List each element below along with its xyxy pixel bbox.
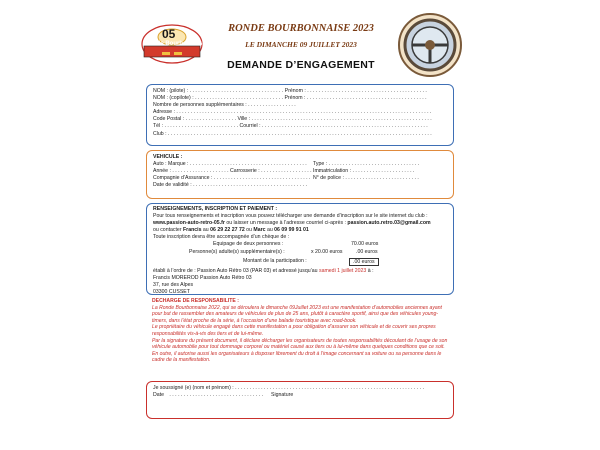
- date-signature-row: [153, 392, 447, 399]
- cheque-line: Toute inscription devra être accompagnée d’un chèque de :: [153, 234, 290, 241]
- club-email-link[interactable]: passion.auto.retro.03@gmail.com: [347, 220, 431, 227]
- engagement-form-page: [140, 8, 460, 446]
- extra-person-row: [153, 249, 447, 256]
- payee-line: [153, 268, 447, 275]
- equipage-amount: 70.00 euros: [351, 241, 379, 248]
- pilot-name-field[interactable]: NOM : (pilote) : . . . . . . . . . . . . . . . . . . . . . . . . . . . . . . . . . Prénom : . . . . . . . . . . . . . . . . . . . . . . . . . . . . . . . . . . . . . . . . . .: [153, 88, 427, 94]
- phone-contact-line: [153, 227, 447, 234]
- payee-text: établi à l’ordre de : Passion Auto Rétro 03 (PAR 03) et adressé jusqu’au: [153, 267, 319, 274]
- signatory-name-field[interactable]: Je soussigné (e) (nom et prénom) : . . . . . . . . . . . . . . . . . . . . . . . . . . . . . . . . . . . . . . . . . . . . . . . . . . . . . . . . . . . . . . . . . .: [153, 385, 424, 391]
- vehicle-year-body-field[interactable]: Année : . . . . . . . . . . . . . . . . . . . . Carrosserie : . . . . . . . . . . . . . . . . . . . . . .: [153, 168, 324, 175]
- vehicle-registration-field[interactable]: Immatriculation : . . . . . . . . . . . . . . . . . . . . . .: [313, 168, 415, 175]
- payee-suffix: à :: [366, 267, 374, 274]
- contact-prefix: ou contacter: [153, 227, 183, 234]
- payment-section: [146, 203, 454, 295]
- waiver-title: DECHARGE DE RESPONSABILITE :: [152, 298, 239, 304]
- signature-label: Signature: [271, 392, 294, 399]
- copilot-name-field[interactable]: NOM : (copilote) : . . . . . . . . . . . . . . . . . . . . . . . . . . . . . . . Prénom : . . . . . . . . . . . . . . . . . . . . . . . . . . . . . . . . . . . . . . . . . .: [153, 95, 427, 102]
- pilot-section: [146, 84, 454, 146]
- waiver-paragraph-2: Le propriétaire du véhicule engagé dans cette manifestation a pour obligation d’assurer son véhicule et de couvrir ses propres responsabilités vis-à-vis des tiers et de lui-même.: [152, 324, 436, 337]
- form-title: DEMANDE D’ENGAGEMENT: [227, 59, 375, 71]
- club-emblem-icon: [397, 12, 463, 78]
- contact-au: au: [201, 227, 211, 234]
- postal-city-field[interactable]: Code Postal : . . . . . . . . . . . . . . . . . . Ville : . . . . . . . . . . . . . . . . . . . . . . . . . . . . . . . . . . . . . . . . . . . . . . . . . . . . . . . . . . . . . . .: [153, 116, 432, 123]
- extra-person-rate: x 20.00 euros: [311, 248, 343, 255]
- contact-au-2: au: [265, 227, 275, 234]
- contact-phone-marc: 06 09 99 91 01: [274, 227, 309, 234]
- date-field[interactable]: . . . . . . . . . . . . . . . . . . . . . . . . . . . . . . . . .: [169, 392, 264, 399]
- equipage-label: Equipage de deux personnes :: [213, 241, 284, 248]
- date-label: Date: [153, 392, 164, 399]
- mail-address-1: Francis MOREROD Passion Auto Rétro 03: [153, 274, 252, 281]
- logo-text: Ronde Bourbonnaise: [145, 41, 206, 47]
- contact-francis: Francis: [183, 227, 202, 234]
- vehicle-title: VEHICULE :: [153, 154, 183, 160]
- contact-marc: Marc: [253, 227, 266, 234]
- event-title: RONDE BOURBONNAISE 2023: [228, 23, 374, 34]
- total-label: Montant de la participation :: [243, 257, 307, 264]
- payment-info-line: Pour tous renseignements et inscription vous pouvez télécharger une demande d’inscription sur le site internet du club :: [153, 213, 428, 220]
- waiver-paragraph-3: Par la signature du présent document, il déclare décharger les organisateurs de toutes responsabilités découlant de l’usage de son véhicule automobile pour tout dommage corporel ou matériel causé aux tiers ou à lui-même dans quelques conditions que ce soit. En outre, il autorise aussi les organisateurs à disposer librement du droit à l’image concernant sa voiture ou sa personne dans le cadre de la manifestation.: [152, 337, 448, 364]
- mail-address-2: 37, rue des Alpes: [153, 281, 194, 288]
- phone-email-field[interactable]: Tél : . . . . . . . . . . . . . . . . . . . . . . . . . . Courriel : . . . . . . . . . . . . . . . . . . . . . . . . . . . . . . . . . . . . . . . . . . . . . . . . . . . . . . . . . .: [153, 123, 428, 130]
- extra-persons-field[interactable]: Nombre de personnes supplémentaires : . . . . . . . . . . . . . . . . .: [153, 102, 296, 109]
- vehicle-type-field[interactable]: Type : . . . . . . . . . . . . . . . . . . . . . . . . . . . . . . . .: [313, 161, 420, 168]
- extra-person-label: Personne(s) adulte(s) supplémentaire(s) :: [189, 248, 285, 255]
- payment-contact-line: [153, 220, 447, 227]
- waiver-paragraph-1: La Ronde Bourbonnaise 2022, qui se déroulera le dimanche 09Juillet 2023 est une manifestation d’automobiles anciennes ayant pour but de rassembler des amateurs de véhicules de plus de 25 ans, plutôt à caractère sportif, ainsi que des véhicules young-timers, dans l’état proche de la série, à l’occasion d’une balade touristique avec road-book.: [152, 304, 442, 324]
- payment-title: RENSEIGNEMENTS, INSCRIPTION ET PAIEMENT :: [153, 206, 278, 212]
- club-field[interactable]: Club : . . . . . . . . . . . . . . . . . . . . . . . . . . . . . . . . . . . . . . . . . . . . . . . . . . . . . . . . . . . . . . . . . . . . . . . . . . . . . . . . . . . . . . . . . . . .: [153, 130, 432, 137]
- policy-number-field[interactable]: N° de police : . . . . . . . . . . . . . . . . . . . . . . . . . .: [313, 175, 419, 182]
- contact-phone-francis: 06 29 22 27 72: [210, 227, 245, 234]
- address-field[interactable]: Adresse : . . . . . . . . . . . . . . . . . . . . . . . . . . . . . . . . . . . . . . . . . . . . . . . . . . . . . . . . . . . . . . . . . . . . . . . . . . . . . . . . . . . . . . . . .: [153, 109, 432, 116]
- total-amount[interactable]: .00 euros: [349, 258, 379, 266]
- insurance-company-field[interactable]: Compagnie d’Assurance : . . . . . . . . . . . . . . . . . . . . . . . . . . . . . . . . . .: [153, 175, 311, 182]
- extra-person-amount[interactable]: .00 euros: [356, 248, 378, 255]
- equipage-row: [153, 241, 447, 248]
- event-date: LE DIMANCHE 09 JUILLET 2023: [245, 40, 357, 49]
- liability-waiver: [152, 298, 448, 364]
- validity-date-field[interactable]: Date de validité : . . . . . . . . . . . . . . . . . . . . . . . . . . . . . . . . . . . . . . . .: [153, 182, 307, 189]
- contact-or: ou: [244, 227, 254, 234]
- club-website-link[interactable]: www.passion-auto-retro-05.fr: [153, 220, 225, 227]
- mail-address-3: 03300 CUSSET: [153, 289, 190, 296]
- vehicle-make-field[interactable]: Auto : Marque : . . . . . . . . . . . . . . . . . . . . . . . . . . . . . . . . . . . . . . . . .: [153, 161, 307, 168]
- deadline-date: samedi 1 juillet 2023: [319, 267, 367, 274]
- logo-number: 05: [162, 27, 176, 41]
- vehicle-section: [146, 150, 454, 199]
- signature-section: [146, 381, 454, 419]
- total-row: [153, 258, 447, 265]
- contact-text: ou laisser un message à l’adresse courriel ci-après :: [224, 220, 348, 227]
